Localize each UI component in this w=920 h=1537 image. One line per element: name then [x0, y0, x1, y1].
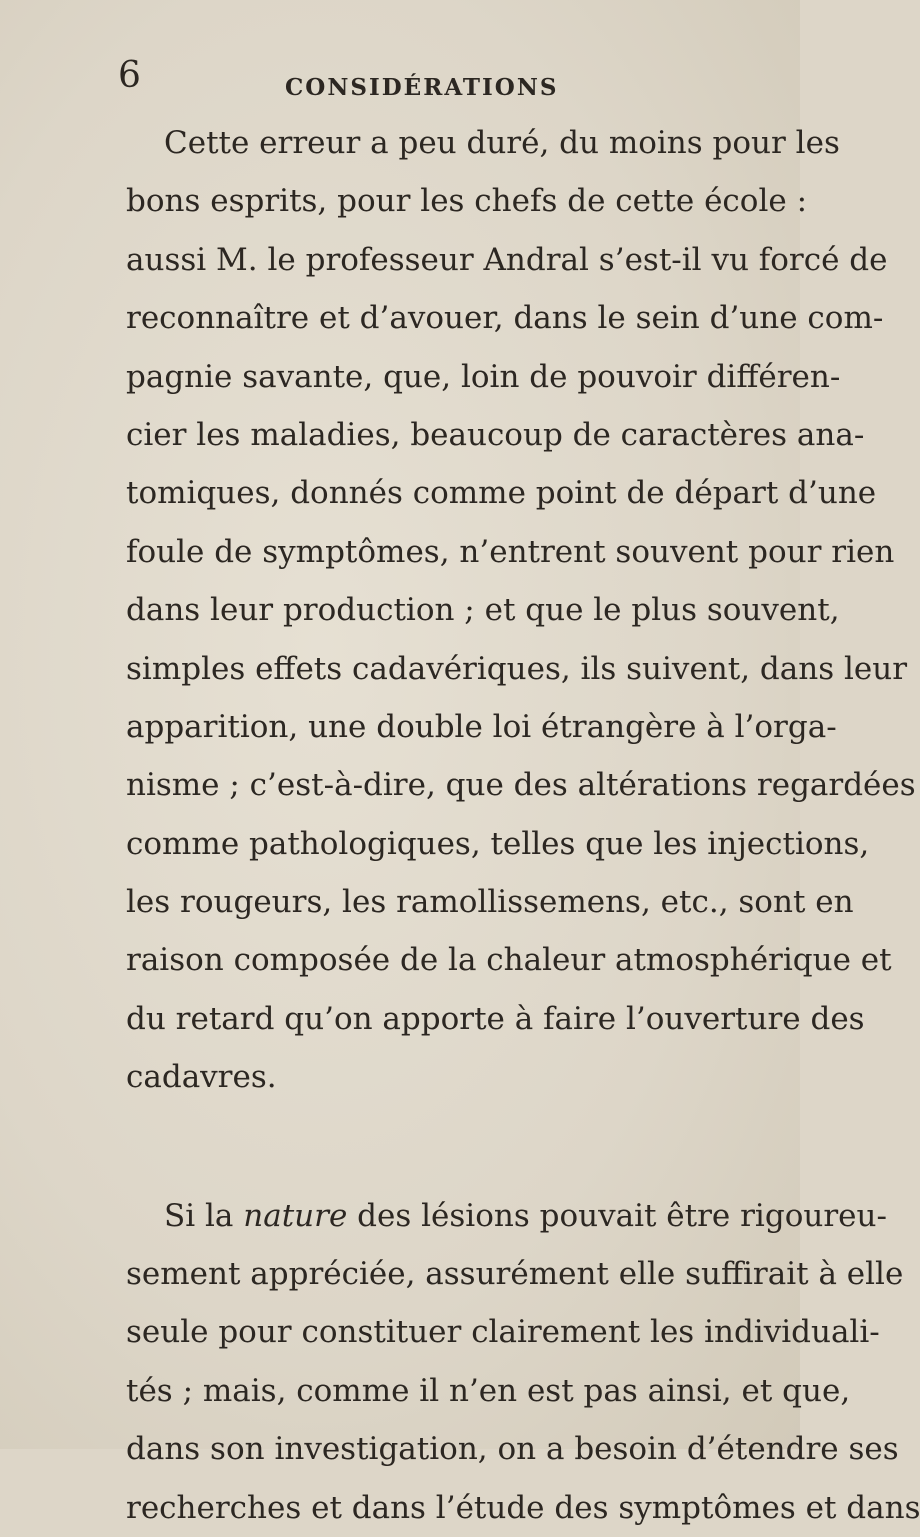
text-line: seule pour constituer clairement les individuali-: [126, 1314, 880, 1351]
text-line: dans leur production ; et que le plus souvent,: [126, 592, 840, 629]
text-line: nisme ; c’est-à-dire, que des altérations regardées: [126, 767, 916, 804]
text-line: dans son investigation, on a besoin d’étendre ses: [126, 1431, 899, 1468]
text-line: les rougeurs, les ramollissemens, etc., sont en: [126, 884, 854, 921]
text-line: cier les maladies, beaucoup de caractères ana-: [126, 416, 865, 453]
text-line: sement appréciée, assurément elle suffirait à elle: [126, 1256, 904, 1293]
text-line: du retard qu’on apporte à faire l’ouverture des: [126, 1000, 865, 1037]
text-line: comme pathologiques, telles que les injections,: [126, 825, 870, 862]
running-title: CONSIDÉRATIONS: [285, 74, 559, 101]
text-run: des lésions pouvait être rigoureu-: [347, 1197, 887, 1234]
text-line: apparition, une double loi étrangère à l’orga-: [126, 708, 837, 745]
text-line: tés ; mais, comme il n’en est pas ainsi, et que,: [126, 1372, 851, 1409]
body-text: [126, 114, 920, 1537]
text-line: pagnie savante, que, loin de pouvoir différen-: [126, 358, 841, 395]
text-line-with-emphasis: [126, 1187, 887, 1245]
emphasis-word: nature: [243, 1197, 348, 1234]
text-line: foule de symptômes, n’entrent souvent pour rien: [126, 533, 895, 570]
page-number: 6: [118, 55, 141, 96]
text-line: cadavres.: [126, 1059, 277, 1096]
text-line: aussi M. le professeur Andral s’est-il vu forcé de: [126, 241, 888, 278]
text-line: tomiques, donnés comme point de départ d’une: [126, 475, 877, 512]
text-line: bons esprits, pour les chefs de cette école :: [126, 183, 808, 220]
text-line: reconnaître et d’avouer, dans le sein d’une com-: [126, 300, 884, 337]
text-line: raison composée de la chaleur atmosphérique et: [126, 942, 892, 979]
text-line: simples effets cadavériques, ils suivent, dans leur: [126, 650, 908, 687]
paragraph-1: [126, 114, 916, 1107]
paragraph-2: [126, 1187, 920, 1537]
text-run: Si la: [164, 1197, 244, 1234]
text-line: Cette erreur a peu duré, du moins pour les: [164, 125, 840, 161]
text-line: recherches et dans l’étude des symptômes et dans: [126, 1489, 920, 1526]
